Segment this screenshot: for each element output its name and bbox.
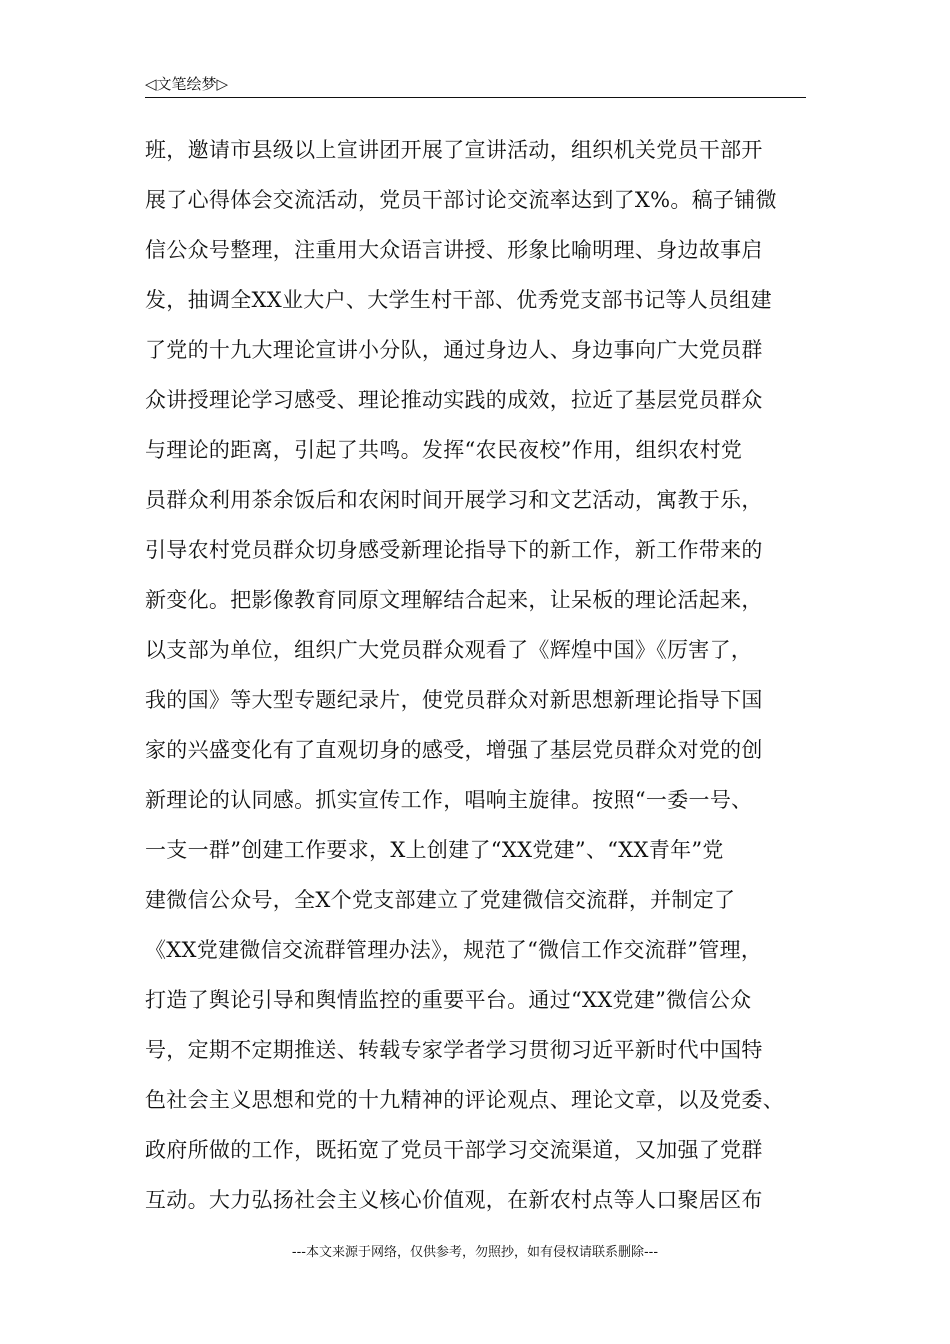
header-divider (145, 97, 806, 98)
text-line: 引导农村党员群众切身感受新理论指导下的新工作，新工作带来的 (145, 538, 763, 562)
header-title: ◁文笔绘梦▷ (145, 75, 229, 93)
text-line: 员群众利用茶余饭后和农闲时间开展学习和文艺活动，寓教于乐， (145, 488, 763, 512)
text-line: 《XX党建微信交流群管理办法》，规范了“微信工作交流群”管理， (145, 938, 763, 962)
text-line: 建微信公众号，全X个党支部建立了党建微信交流群，并制定了 (145, 888, 736, 912)
text-line: 政府所做的工作，既拓宽了党员干部学习交流渠道，又加强了党群 (145, 1138, 763, 1162)
text-line: 我的国》等大型专题纪录片，使党员群众对新思想新理论指导下国 (145, 688, 763, 712)
text-line: 新理论的认同感。抓实宣传工作，唱响主旋律。按照“一委一号、 (145, 788, 753, 812)
text-line: 信公众号整理，注重用大众语言讲授、形象比喻明理、身边故事启 (145, 238, 763, 262)
text-line: 班，邀请市县级以上宣讲团开展了宣讲活动，组织机关党员干部开 (145, 138, 763, 162)
text-line: 打造了舆论引导和舆情监控的重要平台。通过“XX党建”微信公众 (145, 988, 752, 1012)
text-line: 以支部为单位，组织广大党员群众观看了《辉煌中国》《厉害了， (145, 638, 753, 662)
text-line: 互动。大力弘扬社会主义核心价值观，在新农村点等人口聚居区布 (145, 1188, 763, 1212)
text-line: 众讲授理论学习感受、理论推动实践的成效，拉近了基层党员群众 (145, 388, 763, 412)
text-line: 与理论的距离，引起了共鸣。发挥“农民夜校”作用，组织农村党 (145, 438, 743, 462)
text-line: 了党的十九大理论宣讲小分队，通过身边人、身边事向广大党员群 (145, 338, 763, 362)
text-line: 色社会主义思想和党的十九精神的评论观点、理论文章，以及党委、 (145, 1088, 784, 1112)
document-body (145, 128, 815, 1228)
page-header (145, 70, 806, 98)
text-line: 展了心得体会交流活动，党员干部讨论交流率达到了X%。稿子铺微 (145, 188, 777, 212)
page-footer-disclaimer: ---本文来源于网络，仅供参考，勿照抄，如有侵权请联系删除--- (291, 1245, 659, 1260)
text-line: 发，抽调全XX业大户、大学生村干部、优秀党支部书记等人员组建 (145, 288, 772, 312)
text-line: 新变化。把影像教育同原文理解结合起来，让呆板的理论活起来， (145, 588, 763, 612)
text-line: 家的兴盛变化有了直观切身的感受，增强了基层党员群众对党的创 (145, 738, 763, 762)
text-line: 一支一群”创建工作要求，X上创建了“XX党建”、“XX青年”党 (145, 838, 724, 862)
text-line: 号，定期不定期推送、转载专家学者学习贯彻习近平新时代中国特 (145, 1038, 763, 1062)
